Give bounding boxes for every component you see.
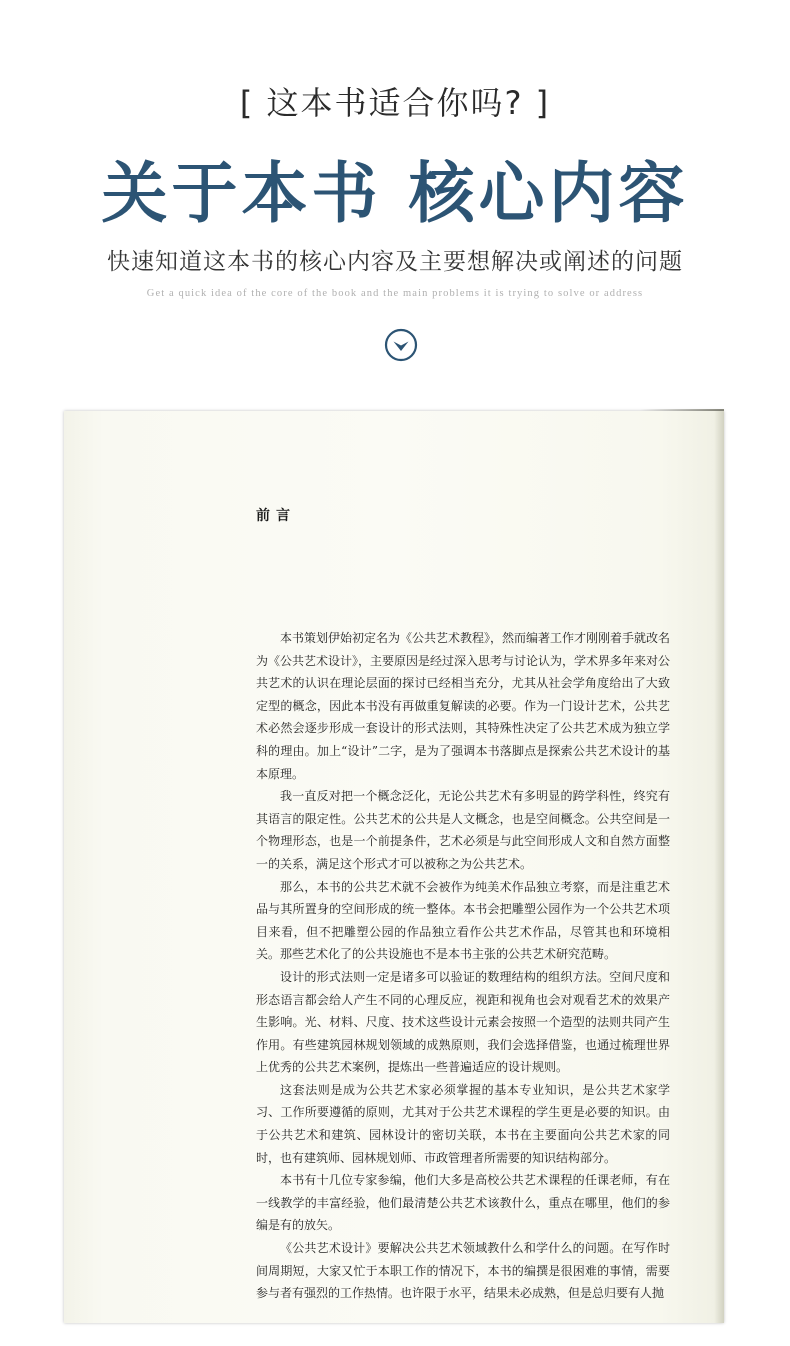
paragraph: 《公共艺术设计》要解决公共艺术领域教什么和学什么的问题。在写作时间周期短，大家又忙于本职工作的情况下，本书的编撰是很困难的事情，需要参与者有强烈的工作热情。也许限于水平，结果未必成熟，但是总归要有人抛 bbox=[256, 1241, 670, 1301]
page-edge bbox=[714, 411, 724, 1323]
document-heading: 前言 bbox=[256, 508, 296, 524]
header-banner bbox=[0, 0, 790, 400]
paragraph: 我一直反对把一个概念泛化，无论公共艺术有多明显的跨学科性，终究有其语言的限定性。公共艺术的公共是人文概念，也是空间概念。公共空间是一个物理形态，也是一个前提条件，艺术必须是与此空间形成人文和自然方面整一的关系，满足这个形式才可以被称之为公共艺术。 bbox=[256, 789, 670, 871]
document-body bbox=[256, 627, 670, 1305]
paragraph: 本书有十几位专家参编，他们大多是高校公共艺术课程的任课老师，有在一线教学的丰富经验，他们最清楚公共艺术该教什么，重点在哪里，他们的参编是有的放矢。 bbox=[256, 1173, 670, 1233]
paragraph: 本书策划伊始初定名为《公共艺术教程》，然而编著工作才刚刚着手就改名为《公共艺术设计》，主要原因是经过深入思考与讨论认为，学术界多年来对公共艺术的认识在理论层面的探讨已经相当充分，尤其从社会学角度给出了大致定型的概念，因此本书没有再做重复解读的必要。作为一门设计艺术，公共艺术必然会逐步形成一套设计的形式法则，其特殊性决定了公共艺术成为独立学科的理由。加上“设计”二字，是为了强调本书落脚点是探索公共艺术设计的基本原理。 bbox=[256, 631, 671, 781]
paragraph: 这套法则是成为公共艺术家必须掌握的基本专业知识，是公共艺术家学习、工作所要遵循的原则，尤其对于公共艺术课程的学生更是必要的知识。由于公共艺术和建筑、园林设计的密切关联，本书在主要面向公共艺术家的同时，也有建筑师、园林规划师、市政管理者所需要的知识结构部分。 bbox=[256, 1082, 670, 1165]
section-question: [ 这本书适合你吗? ] bbox=[239, 84, 551, 122]
paragraph: 设计的形式法则一定是诸多可以验证的数理结构的组织方法。空间尺度和形态语言都会给人产生不同的心理反应，视距和视角也会对观看艺术的效果产生影响。光、材料、尺度、技术这些设计元素会按照一个造型的法则共同产生作用。有些建筑园林规划领域的成熟原则，我们会选择借鉴，也通过梳理世界上优秀的公共艺术案例，提炼出一些普遍适应的设计规则。 bbox=[256, 969, 670, 1075]
section-subtitle: 快速知道这本书的核心内容及主要想解决或阐述的问题 bbox=[107, 249, 683, 275]
paragraph: 那么，本书的公共艺术就不会被作为纯美术作品独立考察，而是注重艺术品与其所置身的空间形成的统一整体。本书会把雕塑公园作为一个公共艺术项目来看，但不把雕塑公园的作品独立看作公共艺术作品，尽管其也和环境相关。那些艺术化了的公共设施也不是本书主张的公共艺术研究范畴。 bbox=[256, 879, 670, 962]
section-subtitle-en: Get a quick idea of the core of the book and the main problems it is trying to solve or address bbox=[146, 288, 644, 299]
chevron-down-circle-icon[interactable] bbox=[384, 328, 418, 362]
section-title: 关于本书 核心内容 bbox=[101, 154, 689, 232]
